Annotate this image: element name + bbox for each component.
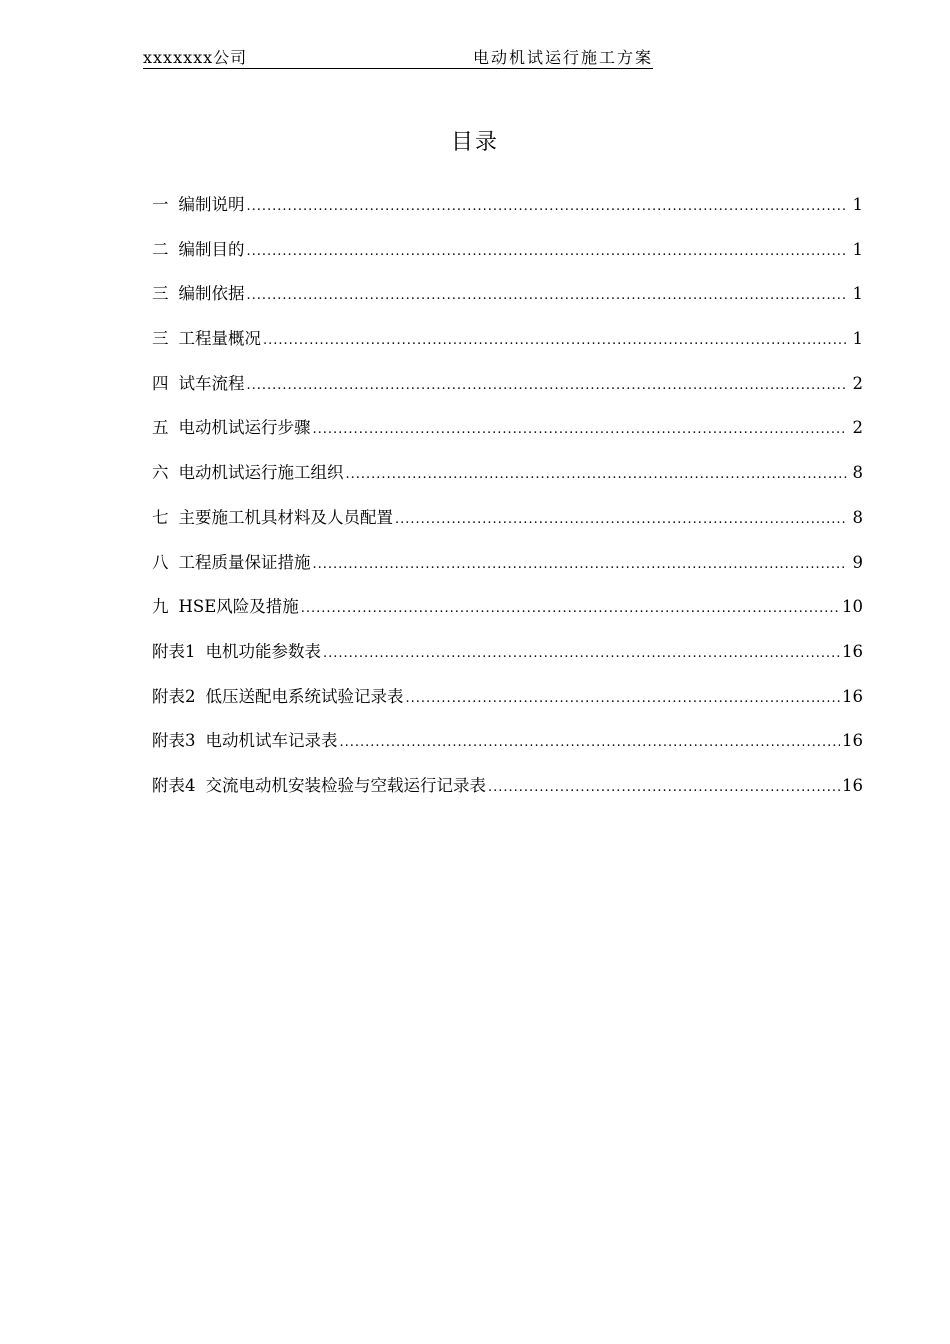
toc-entry[interactable] bbox=[152, 371, 863, 416]
toc-entry-number: 五 bbox=[152, 418, 169, 438]
toc-entry-page-number: 1 bbox=[852, 195, 863, 214]
toc-entry-number: 九 bbox=[152, 597, 169, 617]
toc-entry[interactable] bbox=[152, 192, 863, 237]
toc-entry-page-number: 2 bbox=[852, 373, 863, 393]
toc-entry[interactable] bbox=[152, 505, 863, 550]
toc-entry-number: 三 bbox=[152, 329, 169, 349]
toc-dot-leader bbox=[323, 641, 840, 667]
toc-entry-label: 交流电动机安装检验与空载运行记录表 bbox=[205, 775, 486, 795]
toc-entry-page-number: 16 bbox=[842, 686, 863, 706]
toc-entry-number: 二 bbox=[152, 239, 169, 259]
toc-entry[interactable] bbox=[152, 326, 863, 371]
toc-entry-page-number: 2 bbox=[852, 418, 863, 438]
toc-entry-label: 编制依据 bbox=[178, 284, 245, 304]
toc-entry-page-number: 8 bbox=[852, 507, 863, 527]
toc-title: 目录 bbox=[450, 130, 499, 155]
toc-entry[interactable] bbox=[152, 594, 863, 639]
toc-dot-leader bbox=[247, 373, 848, 399]
toc-dot-leader bbox=[395, 507, 847, 533]
toc-dot-leader bbox=[247, 283, 848, 309]
toc-entry-page-number: 16 bbox=[842, 641, 863, 661]
toc-entry[interactable] bbox=[152, 684, 863, 729]
toc-entry-page-number: 16 bbox=[842, 775, 863, 795]
toc-entry-label: 工程量概况 bbox=[178, 329, 261, 349]
toc-entry-number: 七 bbox=[152, 507, 169, 527]
toc-entry-number: 八 bbox=[152, 552, 169, 572]
toc-entry-page-number: 1 bbox=[852, 284, 863, 304]
toc-entry-number: 附表2 bbox=[152, 686, 196, 706]
toc-dot-leader bbox=[406, 686, 841, 712]
toc-entry-page-number: 9 bbox=[852, 552, 863, 572]
toc-entry-label: 主要施工机具材料及人员配置 bbox=[178, 507, 393, 527]
toc-dot-leader bbox=[263, 328, 847, 354]
toc-entry-page-number: 1 bbox=[852, 329, 863, 349]
toc-entry[interactable] bbox=[152, 415, 863, 460]
toc-dot-leader bbox=[313, 417, 848, 443]
toc-entry-label: 工程质量保证措施 bbox=[178, 552, 311, 572]
toc-dot-leader bbox=[313, 552, 848, 578]
toc-entry-page-number: 1 bbox=[852, 239, 863, 259]
toc-entry-number: 一 bbox=[152, 195, 169, 214]
toc-entry-number: 附表3 bbox=[152, 731, 196, 751]
toc-entry-label: 编制说明 bbox=[178, 195, 245, 214]
toc-entry-label: 编制目的 bbox=[178, 239, 245, 259]
toc-entry[interactable] bbox=[152, 460, 863, 505]
toc-entry-label: HSE风险及措施 bbox=[178, 597, 299, 617]
toc-entry-label: 电动机试运行施工组织 bbox=[178, 463, 344, 483]
toc-entry-number: 六 bbox=[152, 463, 169, 483]
toc-entry-page-number: 8 bbox=[852, 463, 863, 483]
toc-entry[interactable] bbox=[152, 773, 863, 818]
toc-dot-leader bbox=[488, 775, 840, 801]
toc-entry-number: 附表4 bbox=[152, 775, 196, 795]
toc-entry-label: 电机功能参数表 bbox=[205, 641, 321, 661]
toc-entry-page-number: 16 bbox=[842, 731, 863, 751]
header-document-title: 电动机试运行施工方案 bbox=[472, 48, 653, 67]
toc-entry-label: 低压送配电系统试验记录表 bbox=[205, 686, 404, 706]
page-header bbox=[143, 46, 653, 69]
toc-entry-number: 四 bbox=[152, 373, 169, 393]
toc-entry[interactable] bbox=[152, 237, 863, 282]
toc-dot-leader bbox=[301, 596, 840, 622]
toc-dot-leader bbox=[346, 462, 848, 488]
toc-entry-label: 电动机试运行步骤 bbox=[178, 418, 311, 438]
toc-entry-number: 三 bbox=[152, 284, 169, 304]
toc-dot-leader bbox=[247, 239, 848, 265]
toc-entry[interactable] bbox=[152, 550, 863, 595]
toc-entry[interactable] bbox=[152, 639, 863, 684]
toc-entry-label: 试车流程 bbox=[178, 373, 245, 393]
toc-entry-page-number: 10 bbox=[842, 597, 863, 617]
toc-entry[interactable] bbox=[152, 728, 863, 773]
header-company: xxxxxxx公司 bbox=[143, 48, 248, 67]
toc-entry-label: 电动机试车记录表 bbox=[205, 731, 338, 751]
toc-entry-number: 附表1 bbox=[152, 641, 196, 661]
toc-dot-leader bbox=[340, 730, 841, 756]
toc-entry[interactable] bbox=[152, 281, 863, 326]
table-of-contents bbox=[152, 192, 863, 818]
toc-dot-leader bbox=[247, 194, 848, 220]
